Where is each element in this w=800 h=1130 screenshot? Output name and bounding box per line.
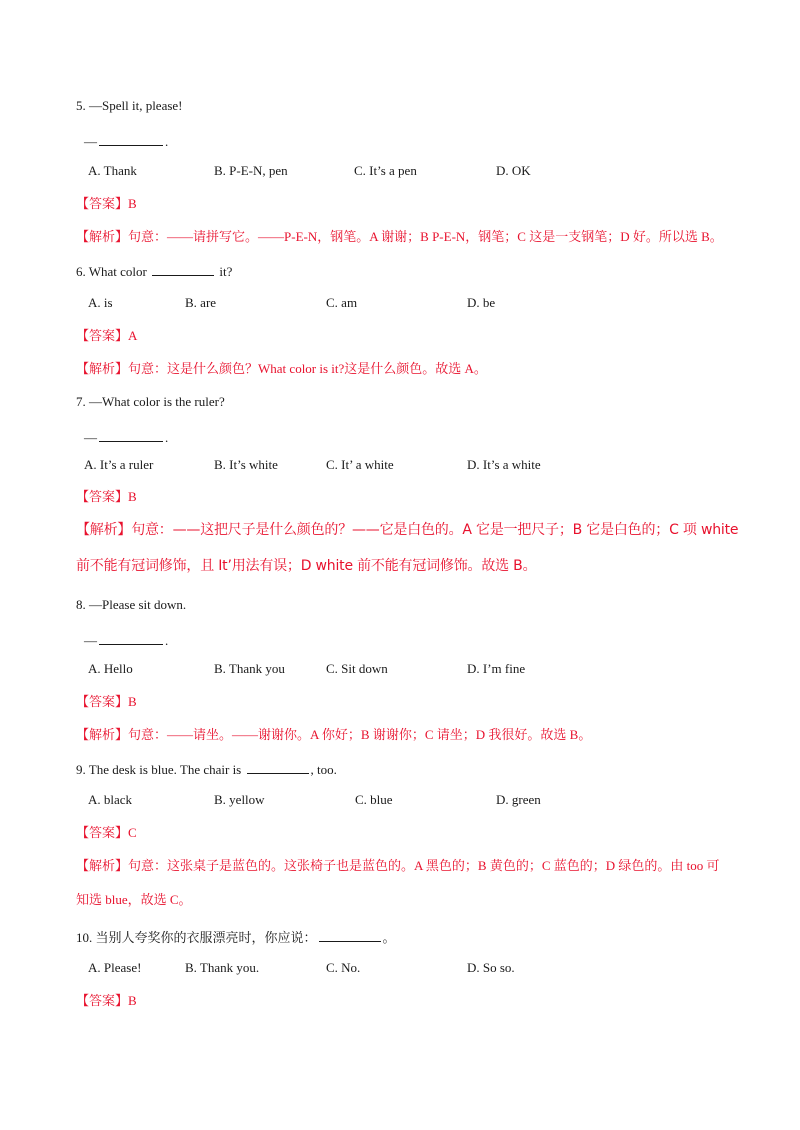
stem-after: it? (219, 264, 233, 279)
answer-value: C (128, 825, 137, 840)
analysis-tag: 【解析】 (76, 858, 129, 873)
question-6-option-b: B. are (185, 295, 217, 310)
stem-after: 。 (382, 930, 396, 945)
question-10-option-d: D. So so. (467, 960, 515, 975)
question-7-option-c: C. It’ a white (326, 457, 394, 472)
analysis-text: 句意：这是什么颜色？What color is it?这是什么颜色。故选 A。 (128, 361, 487, 376)
question-7-answer (76, 489, 137, 505)
answer-value: B (128, 694, 137, 709)
question-7-analysis-line-2: 前不能有冠词修饰，且 It’用法有误；D white 前不能有冠词修饰。故选 B。 (76, 558, 537, 574)
question-5-option-a: A. Thank (88, 163, 137, 178)
question-6-option-a: A. is (88, 295, 113, 310)
question-7-option-d: D. It’s a white (467, 457, 541, 472)
stem-before: 10. 当别人夸奖你的衣服漂亮时，你应说： (76, 930, 317, 945)
question-8-option-c: C. Sit down (326, 661, 388, 676)
question-8-option-a: A. Hello (88, 661, 133, 676)
answer-value: B (128, 993, 137, 1008)
question-5-answer (76, 196, 137, 212)
question-6-answer (76, 328, 137, 344)
question-8-answer (76, 694, 137, 710)
answer-value: B (128, 196, 137, 211)
answer-value: A (128, 328, 138, 343)
question-6-stem (76, 262, 232, 280)
question-9-option-d: D. green (496, 792, 541, 807)
question-9-analysis-line-1 (76, 858, 720, 874)
analysis-tag: 【解析】 (76, 522, 132, 538)
analysis-tag: 【解析】 (76, 727, 129, 742)
question-7-option-a: A. It’s a ruler (84, 457, 154, 472)
question-6-option-c: C. am (326, 295, 358, 310)
question-5-analysis (76, 229, 723, 245)
question-9-option-b: B. yellow (214, 792, 265, 807)
answer-tag: 【答案】 (76, 825, 129, 840)
answer-blank (99, 132, 163, 146)
answer-tag: 【答案】 (76, 196, 129, 211)
reply-dash: — (84, 633, 97, 648)
answer-value: B (128, 489, 137, 504)
analysis-text: 句意：——请坐。——谢谢你。A 你好；B 谢谢你；C 请坐；D 我很好。故选 B。 (128, 727, 592, 742)
question-10-stem (76, 928, 396, 946)
answer-tag: 【答案】 (76, 993, 129, 1008)
analysis-text: 句意：——请拼写它。——P-E-N，钢笔。A 谢谢；B P-E-N，钢笔；C 这是一支钢笔；D 好。所以选 B。 (128, 229, 723, 244)
reply-period: . (165, 430, 169, 445)
question-9-analysis-line-2: 知选 blue，故选 C。 (76, 892, 192, 907)
question-7-analysis-line-1 (76, 522, 738, 538)
question-8-stem: 8. —Please sit down. (76, 597, 187, 612)
question-7-reply (84, 428, 168, 446)
question-5-option-b: B. P-E-N, pen (214, 163, 288, 178)
question-8-option-d: D. I’m fine (467, 661, 526, 676)
analysis-text: 句意：——这把尺子是什么颜色的？——它是白色的。A 它是一把尺子；B 它是白色的；C 项 white (131, 522, 739, 538)
question-5-stem: 5. —Spell it, please! (76, 98, 183, 113)
reply-dash: — (84, 134, 97, 149)
answer-blank (99, 428, 163, 442)
stem-before: 6. What color (76, 264, 147, 279)
question-5-option-c: C. It’s a pen (354, 163, 417, 178)
question-5-option-d: D. OK (496, 163, 531, 178)
question-9-stem (76, 760, 337, 778)
question-8-analysis (76, 727, 591, 743)
stem-before: 9. The desk is blue. The chair is (76, 762, 242, 777)
question-7-option-b: B. It’s white (214, 457, 278, 472)
answer-blank (319, 928, 381, 942)
question-9-option-a: A. black (88, 792, 133, 807)
stem-after: , too. (310, 762, 337, 777)
reply-period: . (165, 633, 169, 648)
question-5-reply (84, 132, 168, 150)
answer-tag: 【答案】 (76, 489, 129, 504)
reply-dash: — (84, 430, 97, 445)
analysis-tag: 【解析】 (76, 361, 129, 376)
analysis-tag: 【解析】 (76, 229, 129, 244)
answer-tag: 【答案】 (76, 328, 129, 343)
question-10-option-a: A. Please! (88, 960, 142, 975)
analysis-text: 句意：这张桌子是蓝色的。这张椅子也是蓝色的。A 黑色的；B 黄色的；C 蓝色的；D 绿色的。由 too 可 (128, 858, 720, 873)
answer-tag: 【答案】 (76, 694, 129, 709)
question-6-option-d: D. be (467, 295, 496, 310)
question-9-option-c: C. blue (355, 792, 393, 807)
question-8-option-b: B. Thank you (214, 661, 285, 676)
question-10-answer (76, 993, 137, 1009)
question-6-analysis (76, 361, 487, 377)
question-9-answer (76, 825, 137, 841)
reply-period: . (165, 134, 169, 149)
answer-blank (99, 631, 163, 645)
answer-blank (152, 262, 214, 276)
question-10-option-c: C. No. (326, 960, 361, 975)
answer-blank (247, 760, 309, 774)
question-10-option-b: B. Thank you. (185, 960, 260, 975)
question-8-reply (84, 631, 168, 649)
question-7-stem: 7. —What color is the ruler? (76, 394, 225, 409)
